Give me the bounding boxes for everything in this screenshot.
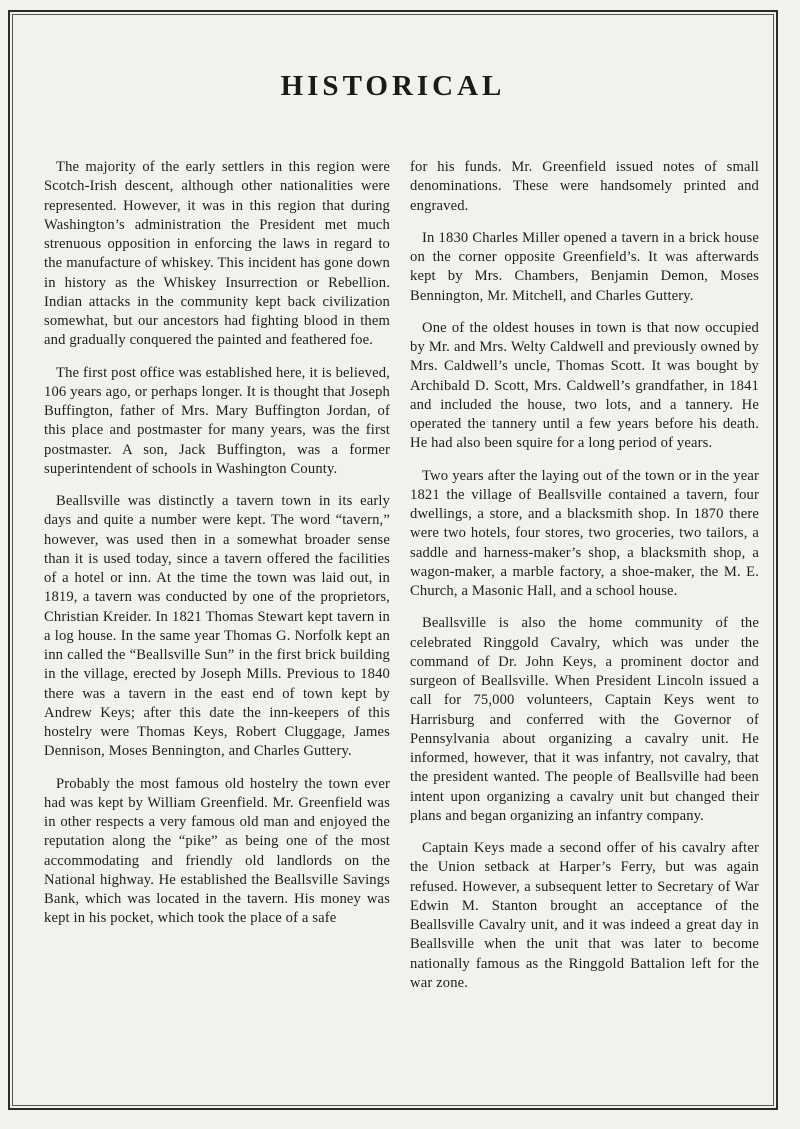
paragraph-oldest-house: One of the oldest houses in town is that now occupied by Mr. and Mrs. Welty Caldwell and previously owned by Mrs. Caldwell’s uncle, Thomas Scott. It was bought by Archibald D. Scott, Mrs. Caldwell’s grandfather, in 1841 and included the house, two lots, and a tannery. He operated the tannery until a few years before his death. He had also been squire for a long period of years. (410, 319, 759, 452)
paragraph-post-office: The first post office was established here, it is believed, 106 years ago, or perhaps longer. It is thought that Joseph Buffington, father of Mrs. Mary Buffington Jordan, of this place and postmaster for many years, was the first postmaster. A son, Jack Buffington, was a former superintendent of schools in Washington County. (44, 364, 390, 477)
paragraph-miller-tavern: In 1830 Charles Miller opened a tavern in a brick house on the corner opposite Greenfield’s. It was afterwards kept by Mrs. Chambers, Benjamin Demon, Moses Bennington, Mr. Mitchell, and Charles Guttery. (410, 229, 759, 304)
paragraph-village-1821: Two years after the laying out of the town or in the year 1821 the village of Beallsville contained a tavern, four dwellings, a store, and a blacksmith shop. In 1870 there were two hotels, four stores, two groceries, two tailors, a saddle and harness-maker’s shop, a blacksmith shop, a wagon-maker, a marble factory, a shoe-maker, the M. E. Church, a Masonic Hall, and a school house. (410, 467, 759, 599)
paragraph-continuation: for his funds. Mr. Greenfield issued notes of small denominations. These were handsomely printed and engraved. (410, 159, 759, 214)
paragraph-ringgold-cavalry: Beallsville is also the home community of the celebrated Ringgold Cavalry, which was under the command of Dr. John Keys, a prominent doctor and surgeon of Beallsville. When President Lincoln issued a call for 75,000 volunteers, Captain Keys went to Harrisburg and conferred with the Governor of Pennsylvania about organizing a cavalry unit. He informed, however, that it was infantry, not cavalry, that the president wanted. The people of Beallsville had been intent upon organizing a cavalry unit but changed their plans and began organizing an infantry company. (410, 615, 759, 824)
right-column (410, 158, 759, 993)
paragraph-captain-keys: Captain Keys made a second offer of his cavalry after the Union setback at Harper’s Ferry, but was again refused. However, a subsequent letter to Secretary of War Edwin M. Stanton brought an acceptance of the Beallsville Cavalry unit, and it was indeed a great day in Beallsville when the unit that was later to become nationally famous as the Ringgold Battalion left for the war zone. (410, 840, 759, 991)
paragraph-tavern-town: Beallsville was distinctly a tavern town in its early days and quite a number were kept. The word “tavern,” however, was used then in a somewhat broader sense than it is used today, since a tavern offered the facilities of a hotel or inn. At the time the town was laid out, in 1819, a tavern was conducted by one of the proprietors, Christian Kreider. In 1821 Thomas Stewart kept tavern in a log house. In the same year Thomas G. Norfolk kept an inn called the “Beallsville Sun” in the first brick building in the village, erected by Joseph Mills. Previous to 1840 there was a tavern in the east end of town kept by Andrew Keys; after this date the inn-keepers of this hostelry were Thomas Keys, Robert Cluggage, James Dennison, Moses Bennington, and Charles Guttery. (44, 493, 390, 760)
paragraph-settlers: The majority of the early settlers in this region were Scotch-Irish descent, although other nationalities were represented. However, it was in this region that during Washington’s administration the President met much strenuous opposition in enforcing the laws in regard to the manufacture of whiskey. This incident has gone down in history as the Whiskey Insurrection or Rebellion. Indian attacks in the community kept back civilization somewhat, but our ancestors had fighting blood in them and gradually conquered the painted and feathered foe. (44, 159, 390, 349)
paragraph-greenfield: Probably the most famous old hostelry the town ever had was kept by William Greenfield. Mr. Greenfield was in other respects a very famous old man and enjoyed the reputation along the “pike” as being one of the most accommodating and friendly old landlords on the National highway. He established the Beallsville Savings Bank, which was located in the tavern. His money was kept in his pocket, which took the place of a safe (44, 775, 390, 927)
left-column (44, 158, 390, 929)
page-title: HISTORICAL (280, 70, 506, 102)
